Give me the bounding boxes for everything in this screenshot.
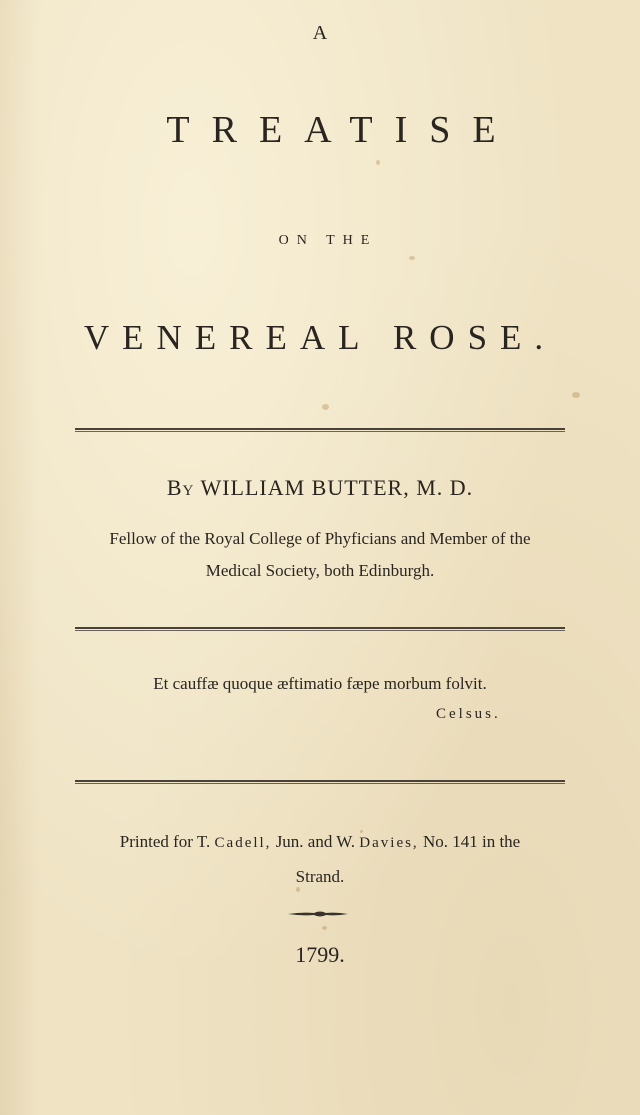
printers-ornament	[286, 910, 350, 918]
author-by: By	[166, 475, 195, 500]
imprint-publisher-davies: Davies,	[359, 835, 419, 851]
double-rule	[75, 428, 565, 432]
publication-year: 1799.	[295, 942, 345, 967]
imprint-line-1	[0, 825, 640, 860]
title-main: TREATISE	[166, 109, 518, 151]
foxing-spot	[376, 160, 380, 165]
foxing-spot	[322, 404, 329, 410]
double-rule	[75, 627, 565, 631]
title-connector: ON THE	[278, 233, 378, 248]
imprint-part-1: Printed for T.	[119, 832, 215, 851]
author-line	[0, 475, 640, 501]
affiliation	[0, 523, 640, 587]
imprint-part-2: Jun. and W.	[271, 832, 360, 851]
title-article: A	[312, 22, 328, 44]
affiliation-line-1: Fellow of the Royal College of Phyficians and Member of the	[109, 529, 531, 548]
imprint	[0, 825, 640, 894]
imprint-publisher-cadell: Cadell,	[214, 835, 272, 851]
imprint-line-2: Strand.	[295, 867, 345, 886]
double-rule	[75, 780, 565, 784]
foxing-spot	[322, 926, 327, 930]
imprint-part-3: No. 141 in the	[418, 832, 521, 851]
foxing-spot	[572, 392, 580, 398]
affiliation-line-2: Medical Society, both Edinburgh.	[205, 561, 435, 580]
epigraph-quote: Et cauffæ quoque æftimatio fæpe morbum folvit.	[153, 674, 487, 693]
author-name: WILLIAM BUTTER, M. D.	[200, 475, 474, 500]
title-subject: VENEREAL ROSE.	[83, 318, 557, 357]
foxing-spot	[409, 256, 415, 260]
epigraph-attribution: Celsus.	[436, 706, 501, 722]
